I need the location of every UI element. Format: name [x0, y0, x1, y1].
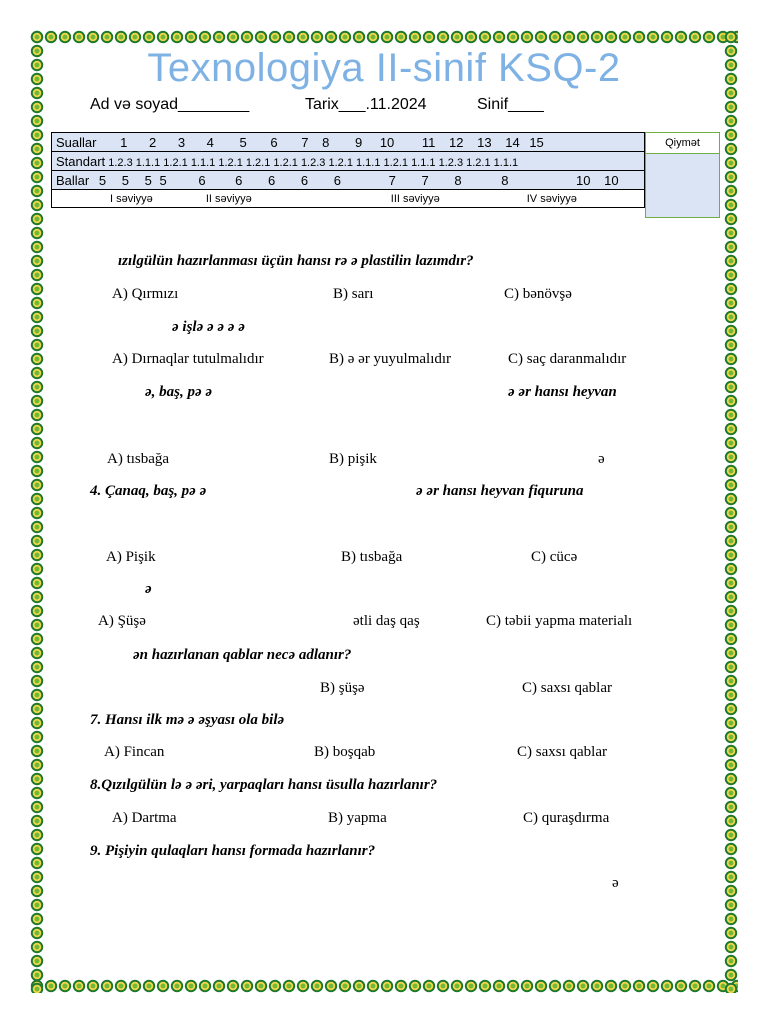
point-value: 5 [144, 172, 152, 188]
standard-code: 1.1.1 [135, 156, 161, 169]
standard-code: 1.2.3 [108, 156, 133, 169]
questions-label: Suallar [56, 134, 97, 150]
standard-code: 1.1.1 [190, 156, 216, 169]
point-value: 5 [98, 172, 107, 188]
question-5-option-a: A) Şüşə [98, 613, 146, 629]
question-number: 14 [505, 134, 520, 150]
question-number: 6 [270, 134, 278, 150]
question-number: 2 [148, 134, 157, 150]
point-value: 8 [501, 172, 509, 188]
points-row [52, 171, 645, 190]
question-1-option-c: C) bənövşə [504, 286, 572, 302]
decorative-border-right [724, 30, 738, 993]
standard-code: 1.2.1 [245, 156, 271, 169]
grade-box [645, 132, 720, 218]
question-8-option-b: B) yapma [328, 810, 387, 826]
standard-code: 1.2.1 [273, 156, 298, 169]
decorative-border-left [30, 30, 44, 993]
question-number: 4 [206, 134, 214, 150]
question-6-text: ən hazırlanan qablar necə adlanır? [133, 647, 352, 663]
question-4-text-continued: ə ər hansı heyvan fiquruna [416, 483, 584, 499]
question-number: 5 [239, 134, 247, 150]
point-value: 5 [121, 172, 129, 188]
levels-row [52, 190, 645, 208]
question-7-option-b: B) boşqab [314, 744, 376, 760]
question-number: 7 [301, 134, 309, 150]
question-number: 15 [529, 134, 544, 150]
question-3-text-continued: ə ər hansı heyvan [508, 384, 617, 400]
standard-code: 1.2.1 [218, 156, 243, 169]
level-label: II səviyyə [205, 192, 252, 205]
decorative-border-bottom [30, 979, 738, 993]
question-number: 1 [120, 134, 128, 150]
decorative-border-top [30, 30, 738, 44]
question-8-option-c: C) quraşdırma [523, 810, 610, 826]
page-title: Texnologiya II-sinif KSQ-2 [147, 46, 621, 90]
standard-code: 1.1.1 [411, 156, 436, 169]
question-6-option-b: B) şüşə [320, 680, 365, 696]
date-field-label: Tarix___.11.2024 [305, 96, 427, 113]
point-value: 6 [333, 172, 341, 188]
class-field-label: Sinif____ [477, 96, 544, 113]
question-number: 11 [421, 134, 436, 150]
question-number: 12 [449, 134, 464, 150]
standards-row [52, 152, 645, 171]
question-9-option-c: ə [612, 875, 619, 891]
question-9-text: 9. Pişiyin qulaqları hansı formada hazırlanır? [90, 843, 376, 859]
standard-code: 1.1.1 [356, 156, 381, 169]
question-number: 8 [322, 134, 330, 150]
grade-label: Qiymət [646, 133, 719, 154]
question-2-option-b: B) ə ər yuyulmalıdır [329, 351, 452, 367]
point-value: 6 [198, 172, 206, 188]
question-3-option-c: ə [598, 451, 605, 467]
score-table [51, 132, 645, 208]
question-5-option-c: C) təbii yapma materialı [486, 613, 633, 629]
question-1-text: ızılgülün hazırlanması üçün hansı rə ə plastilin lazımdır? [118, 253, 474, 269]
question-4-option-a: A) Pişik [106, 549, 156, 565]
point-value: 6 [235, 172, 243, 188]
level-label: III səviyyə [390, 192, 440, 205]
question-4-option-b: B) tısbağa [341, 549, 403, 565]
question-7-option-a: A) Fincan [104, 744, 165, 760]
points-label: Ballar [56, 172, 90, 188]
question-7-option-c: C) saxsı qablar [517, 744, 607, 760]
question-1-option-a: A) Qırmızı [112, 286, 179, 302]
question-5-option-b: ətli daş qaş [353, 613, 420, 629]
question-8-option-a: A) Dartma [112, 810, 177, 826]
point-value: 8 [454, 172, 462, 188]
question-2-option-a: A) Dırnaqlar tutulmalıdır [112, 351, 264, 367]
level-label: I səviyyə [110, 192, 153, 205]
question-7-text: 7. Hansı ilk mə ə əşyası ola bilə [90, 712, 285, 728]
point-value: 6 [300, 172, 309, 188]
question-3-text: ə, baş, pə ə [145, 384, 213, 400]
question-number: 10 [379, 134, 395, 150]
levels-row-cells [52, 190, 645, 208]
point-value: 7 [421, 172, 429, 188]
questions-row [52, 133, 645, 152]
question-8-text: 8.Qızılgülün lə ə əri, yarpaqları hansı üsulla hazırlanır? [90, 777, 438, 793]
standard-code: 1.2.1 [466, 156, 491, 169]
level-label: IV səviyyə [526, 192, 577, 205]
question-3-option-a: A) tısbağa [107, 451, 170, 467]
question-number: 3 [177, 134, 186, 150]
standard-code: 1.2.3 [300, 156, 326, 169]
question-6-option-c: C) saxsı qablar [522, 680, 612, 696]
standard-code: 1.1.1 [493, 156, 519, 169]
point-value: 10 [604, 172, 619, 188]
points-row-cells [52, 171, 645, 190]
question-1-option-b: B) sarı [333, 286, 374, 302]
question-2-option-c: C) saç daranmalıdır [508, 351, 627, 367]
point-value: 5 [159, 172, 167, 188]
question-4-option-c: C) cücə [531, 549, 578, 565]
standard-code: 1.2.1 [163, 156, 188, 169]
question-5-text: ə [145, 581, 152, 597]
standard-code: 1.2.1 [328, 156, 353, 169]
standards-label: Standart [56, 153, 106, 169]
point-value: 10 [576, 172, 591, 188]
standards-row-cells [52, 152, 645, 171]
question-2-text: ə işlə ə ə ə ə [172, 319, 245, 335]
question-number: 13 [477, 134, 492, 150]
point-value: 6 [268, 172, 276, 188]
question-4-text: 4. Çanaq, baş, pə ə [90, 483, 207, 499]
questions-row-cells [52, 133, 645, 152]
name-field-label: Ad və soyad________ [90, 96, 250, 113]
point-value: 7 [388, 172, 396, 188]
question-number: 9 [354, 134, 363, 150]
question-3-option-b: B) pişik [329, 451, 377, 467]
standard-code: 1.2.1 [383, 156, 408, 169]
standard-code: 1.2.3 [438, 156, 464, 169]
